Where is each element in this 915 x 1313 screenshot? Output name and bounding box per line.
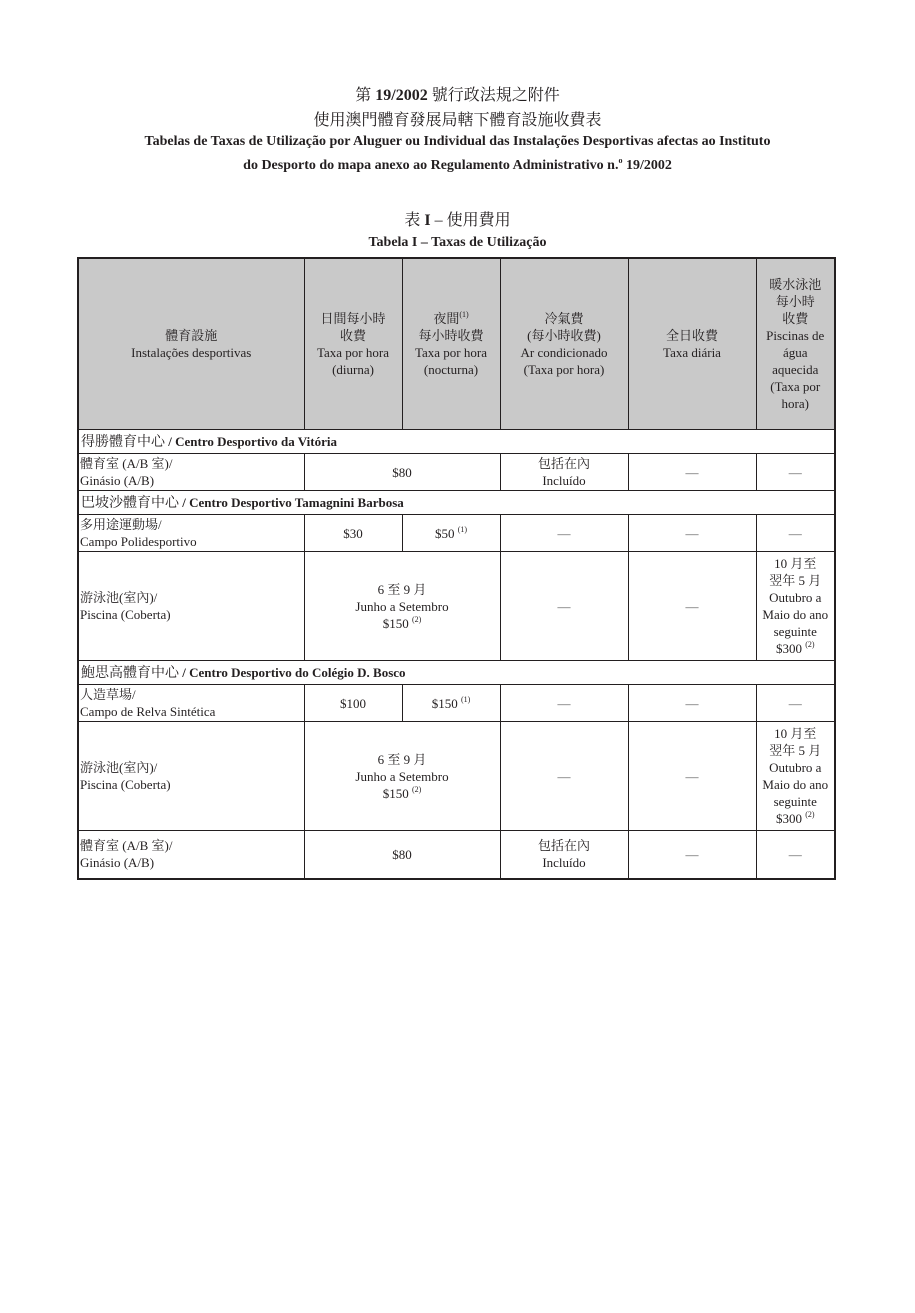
air-conditioning-cell: 包括在內 Incluído xyxy=(500,454,628,491)
heading-chinese-title: 使用澳門體育發展局轄下體育設施收費表 xyxy=(313,112,602,129)
facility-cell: 游泳池(室內)/ Piscina (Coberta) xyxy=(78,552,304,661)
air-conditioning-cell: 包括在內 Incluído xyxy=(500,831,628,879)
daily-rate-cell: — xyxy=(628,831,756,879)
header-facility: 體育設施 Instalações desportivas xyxy=(78,258,304,430)
air-conditioning-cell: — xyxy=(500,515,628,552)
header-night-rate: 夜間$^{(1)}$ 每小時收費 Taxa por hora (nocturna) xyxy=(402,258,500,430)
table-title-chinese: 表 I – 使用費用 xyxy=(404,212,511,229)
section-row-tamagnini-barbosa xyxy=(78,491,835,515)
table-row xyxy=(78,831,835,879)
air-conditioning-cell: — xyxy=(500,722,628,831)
section-row-dom-bosco xyxy=(78,661,835,685)
table-row xyxy=(78,515,835,552)
daily-rate-cell: — xyxy=(628,454,756,491)
hourly-rate-cell: $80 xyxy=(304,831,500,879)
daily-rate-cell: — xyxy=(628,685,756,722)
table-header-row xyxy=(78,258,835,430)
table-row xyxy=(78,685,835,722)
table-row xyxy=(78,722,835,831)
daily-rate-cell: — xyxy=(628,552,756,661)
season-rate-cell: 6 至 9 月 Junho a Setembro $150 $^{(2)}$ xyxy=(304,552,500,661)
heading-portuguese-title-line1: Tabelas de Taxas de Utilização por Aluguer ou Individual das Instalações Desportivas afectas ao Instituto xyxy=(144,134,771,149)
hourly-rate-cell: $80 xyxy=(304,454,500,491)
section-title: 巴坡沙體育中心 / Centro Desportivo Tamagnini Barbosa xyxy=(78,491,835,515)
daily-rate-cell: — xyxy=(628,722,756,831)
section-row-vitoria xyxy=(78,430,835,454)
header-heated-pool: 暖水泳池 每小時 收費 Piscinas de água aquecida (Taxa por hora) xyxy=(756,258,835,430)
daily-rate-cell: — xyxy=(628,515,756,552)
facility-cell: 多用途運動場/ Campo Polidesportivo xyxy=(78,515,304,552)
heading-regulation-annex: 第 19/2002 號行政法規之附件 xyxy=(355,87,560,104)
facility-cell: 游泳池(室內)/ Piscina (Coberta) xyxy=(78,722,304,831)
day-rate-cell: $100 xyxy=(304,685,402,722)
header-daily-rate: 全日收費 Taxa diária xyxy=(628,258,756,430)
heated-pool-cell: — xyxy=(756,454,835,491)
table-row xyxy=(78,454,835,491)
header-air-conditioning: 冷氣費 (每小時收費) Ar condicionado (Taxa por hora) xyxy=(500,258,628,430)
table-row xyxy=(78,552,835,661)
heated-pool-cell: — xyxy=(756,831,835,879)
section-title: 鮑思高體育中心 / Centro Desportivo do Colégio D. Bosco xyxy=(78,661,835,685)
night-rate-cell: $50 $^{(1)}$ xyxy=(402,515,500,552)
facility-cell: 人造草場/ Campo de Relva Sintética xyxy=(78,685,304,722)
fees-table xyxy=(77,257,836,880)
heated-pool-cell: 10 月至 翌年 5 月 Outubro a Maio do ano seguinte $300 $^{(2)}$ xyxy=(756,552,835,661)
section-title: 得勝體育中心 / Centro Desportivo da Vitória xyxy=(78,430,835,454)
season-rate-cell: 6 至 9 月 Junho a Setembro $150 $^{(2)}$ xyxy=(304,722,500,831)
air-conditioning-cell: — xyxy=(500,685,628,722)
facility-cell: 體育室 (A/B 室)/ Ginásio (A/B) xyxy=(78,454,304,491)
header-day-rate: 日間每小時 收費 Taxa por hora (diurna) xyxy=(304,258,402,430)
day-rate-cell: $30 xyxy=(304,515,402,552)
facility-cell: 體育室 (A/B 室)/ Ginásio (A/B) xyxy=(78,831,304,879)
night-rate-cell: $150 $^{(1)}$ xyxy=(402,685,500,722)
heated-pool-cell: — xyxy=(756,685,835,722)
air-conditioning-cell: — xyxy=(500,552,628,661)
heated-pool-cell: — xyxy=(756,515,835,552)
heading-portuguese-title-line2: do Desporto do mapa anexo ao Regulamento Administrativo n.$^o$ 19/2002 xyxy=(243,156,672,173)
heated-pool-cell: 10 月至 翌年 5 月 Outubro a Maio do ano seguinte $300 $^{(2)}$ xyxy=(756,722,835,831)
table-title-portuguese: Tabela I – Taxas de Utilização xyxy=(368,235,547,250)
